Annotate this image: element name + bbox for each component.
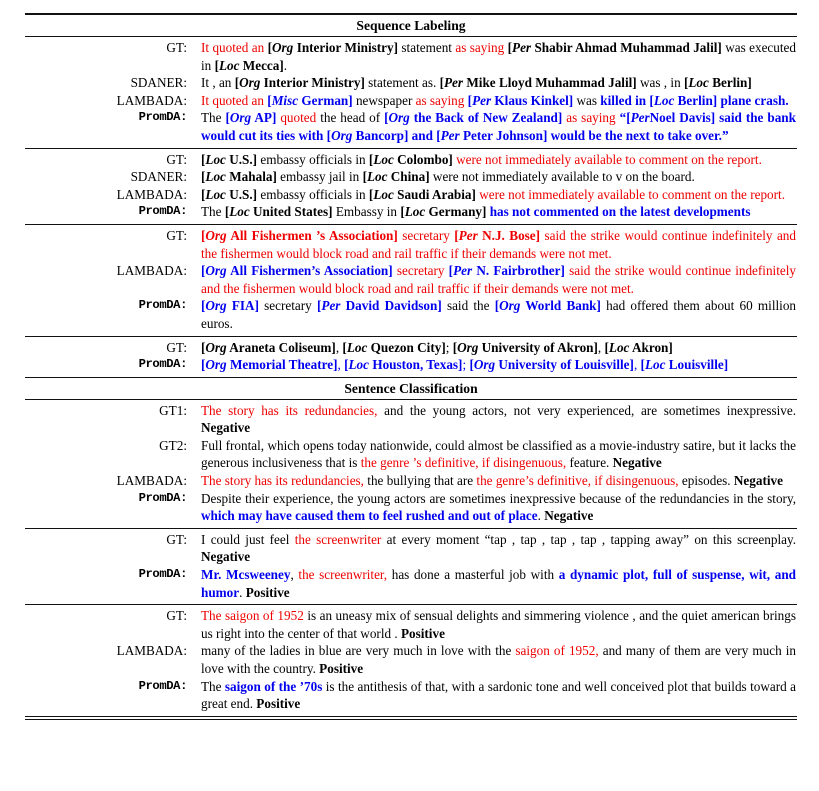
entity-span-per: [Per Shabir Ahmad Muhammad Jalil] xyxy=(507,40,722,55)
entity-span-loc: [Loc United States] xyxy=(224,204,333,220)
text-segment: many of the ladies in blue are very much in love with the xyxy=(201,643,516,659)
example-group xyxy=(25,400,797,528)
example-text xyxy=(201,151,797,169)
text-segment: has not commented on the latest developments xyxy=(486,204,751,220)
table-row xyxy=(25,203,797,221)
text-segment: Despite their experience, the young actors are sometimes inexpressive because of the redundancies in the story, xyxy=(201,490,796,506)
entity-span-org: [Org Araneta Coliseum] xyxy=(201,339,336,355)
example-text xyxy=(201,356,797,374)
model-label: GT: xyxy=(166,339,187,355)
entity-span-loc: [Loc Saudi Arabia] xyxy=(368,186,476,202)
text-segment: was , in xyxy=(636,75,684,91)
entity-span-per: [Per N.J. Bose] xyxy=(454,227,541,243)
table-row xyxy=(25,92,797,110)
text-segment: The xyxy=(201,204,225,220)
table-row xyxy=(25,642,797,677)
text-segment: the genre ’s definitive, if disingenuous, xyxy=(360,455,567,471)
entity-span-org: [Org AP] xyxy=(225,110,277,126)
text-segment: plane crash. xyxy=(717,92,789,108)
text-segment: said the bank would cut its ties with xyxy=(201,110,796,143)
model-label: GT: xyxy=(166,531,187,547)
text-segment: the bullying that are xyxy=(363,473,477,489)
example-text xyxy=(201,402,797,437)
text-segment: ; xyxy=(445,339,453,355)
table-row xyxy=(25,109,797,144)
entity-span-org: [Org All Fishermen ’s Association] xyxy=(201,227,398,243)
text-segment: . xyxy=(283,57,288,73)
text-segment: a dynamic plot, full of suspense, wit, and humor xyxy=(201,567,796,600)
text-segment: ; xyxy=(462,357,470,373)
table-row xyxy=(25,437,797,472)
text-segment: “ xyxy=(619,110,627,126)
entity-span-org: [Org FIA] xyxy=(201,298,259,314)
entity-span-loc: [Loc Quezon City] xyxy=(342,339,446,355)
text-segment: secretary xyxy=(258,298,317,314)
entity-span-per: [Per Klaus Kinkel] xyxy=(467,92,574,108)
text-segment: It quoted an xyxy=(201,40,268,55)
model-label: PromDA: xyxy=(138,298,187,313)
text-segment: secretary xyxy=(397,227,455,243)
model-label: LAMBADA: xyxy=(116,643,187,659)
text-segment: newspaper xyxy=(352,92,416,108)
text-segment: It quoted an xyxy=(201,92,268,108)
text-segment: The xyxy=(201,110,226,126)
table-row xyxy=(25,151,797,169)
entity-span-org: [Org University of Akron] xyxy=(452,339,598,355)
entity-span-loc: [Loc Colombo] xyxy=(368,151,453,167)
entity-span-loc: [Loc Berlin] xyxy=(649,92,718,108)
table-row xyxy=(25,531,797,566)
text-segment: The saigon of 1952 xyxy=(201,608,304,624)
table-row xyxy=(25,402,797,437)
table-row xyxy=(25,186,797,204)
model-label: PromDA: xyxy=(138,357,187,372)
model-label: LAMBADA: xyxy=(116,263,187,279)
table-row xyxy=(25,262,797,297)
entity-span-loc: [Loc China] xyxy=(362,169,430,185)
text-segment: Negative xyxy=(201,420,251,436)
text-segment: the screenwriter, xyxy=(298,567,388,583)
text-segment: The story has its redundancies, xyxy=(201,473,364,489)
table-row xyxy=(25,356,797,374)
text-segment: I could just feel xyxy=(201,531,295,547)
entity-span-loc: [Loc Mecca] xyxy=(214,57,284,73)
model-label: PromDA: xyxy=(138,204,187,219)
text-segment: had offered them about 60 million euros. xyxy=(201,298,797,331)
entity-span-loc: [Loc Berlin] xyxy=(683,75,752,91)
text-segment: the screenwriter xyxy=(294,531,382,547)
text-segment: which may have caused them to feel rushed and out of place xyxy=(201,508,538,524)
text-segment: Positive xyxy=(319,661,364,676)
text-segment: were not immediately available to comment on the report. xyxy=(452,151,762,167)
text-segment: killed in xyxy=(600,92,650,108)
model-label: LAMBADA: xyxy=(116,186,187,202)
text-segment: . xyxy=(537,508,545,524)
section-title: Sequence Labeling xyxy=(356,18,466,33)
text-segment: said the strike would continue indefinitely and the fishermen would block road and rail traffic if their demands were not met. xyxy=(201,227,796,261)
entity-span-org: [Org Interior Ministry] xyxy=(267,40,399,55)
table-row xyxy=(25,472,797,490)
model-label: GT1: xyxy=(159,402,187,418)
text-segment: , xyxy=(597,339,605,355)
text-segment: The xyxy=(201,678,225,694)
table-row xyxy=(25,297,797,332)
example-text xyxy=(201,472,797,490)
entity-span-per: [PerNoel Davis] xyxy=(626,110,716,126)
entity-span-loc: [Loc Akron] xyxy=(604,339,673,355)
text-segment: It , an xyxy=(201,75,235,91)
text-segment: said the strike would continue indefinitely and the fishermen would block road and rail traffic if their demands were not met. xyxy=(201,263,796,296)
table-row xyxy=(25,39,797,74)
example-group xyxy=(25,149,797,224)
example-text xyxy=(201,339,797,357)
model-label: PromDA: xyxy=(138,678,187,693)
text-segment: . xyxy=(239,584,246,600)
example-group xyxy=(25,605,797,716)
text-segment: the head of xyxy=(320,110,385,126)
horizontal-rule xyxy=(25,716,797,720)
example-text xyxy=(201,607,797,642)
results-table xyxy=(25,13,797,720)
entity-span-per: [Per Mike Lloyd Muhammad Jalil] xyxy=(439,75,637,91)
example-group xyxy=(25,529,797,604)
entity-span-org: [Org University of Louisville] xyxy=(469,357,634,373)
example-text xyxy=(201,74,797,92)
text-segment: Full frontal, which opens today nationwide, could almost be classified as a movie-industry satire, but it lacks the generous inclusiveness that is xyxy=(201,437,796,471)
example-group xyxy=(25,37,797,148)
table-row xyxy=(25,566,797,601)
text-segment: , xyxy=(633,357,641,373)
example-group xyxy=(25,225,797,336)
example-text xyxy=(201,186,797,204)
model-label: GT: xyxy=(166,227,187,243)
entity-span-org: [Org Bancorp] xyxy=(326,127,409,143)
example-text xyxy=(201,203,797,221)
example-text xyxy=(201,531,797,566)
text-segment: Embassy in xyxy=(332,204,401,220)
text-segment: would be the next to take over.” xyxy=(547,127,729,143)
entity-span-misc: [Misc German] xyxy=(267,92,353,108)
text-segment: were not immediately available to v on the board. xyxy=(429,169,695,185)
example-text xyxy=(201,437,797,472)
text-segment: has done a masterful job with xyxy=(387,567,559,583)
model-label: GT: xyxy=(166,40,187,55)
text-segment: is the antithesis of that, with a sardonic tone and well conceived plot that builds toward a great end. xyxy=(201,678,796,712)
entity-span-org: [Org World Bank] xyxy=(494,298,601,314)
text-segment: Negative xyxy=(733,473,783,489)
text-segment: as saying xyxy=(415,92,468,108)
text-segment: , xyxy=(337,357,345,373)
text-segment: , xyxy=(290,567,299,583)
text-segment: episodes. xyxy=(678,473,734,489)
model-label: LAMBADA: xyxy=(116,473,187,489)
model-label: GT: xyxy=(166,608,187,624)
text-segment: Positive xyxy=(256,696,301,712)
text-segment: secretary xyxy=(392,263,449,279)
example-text xyxy=(201,678,797,713)
example-text xyxy=(201,490,797,525)
table-row xyxy=(25,678,797,713)
entity-span-loc: [Loc Mahala] xyxy=(201,169,277,185)
text-segment: the genre’s definitive, if disingenuous, xyxy=(476,473,679,489)
example-text xyxy=(201,109,797,144)
model-label: SDANER: xyxy=(130,169,187,185)
text-segment: is an uneasy mix of sensual delights and simmering violence , and the quiet american brings us right into the center of that world . xyxy=(201,608,797,641)
example-group xyxy=(25,337,797,377)
text-segment: were not immediately available to comment on the report. xyxy=(475,186,785,202)
text-segment: and many of them are very much in love with the country. xyxy=(201,643,796,676)
model-label: LAMBADA: xyxy=(116,92,187,108)
entity-span-loc: [Loc Houston, Texas] xyxy=(344,357,463,373)
text-segment: Positive xyxy=(245,584,290,600)
example-text xyxy=(201,92,797,110)
example-text xyxy=(201,227,797,262)
text-segment: saigon of the ’70s xyxy=(224,678,323,694)
entity-span-per: [Per Peter Johnson] xyxy=(436,127,548,143)
text-segment: Mr. Mcsweeney xyxy=(201,567,291,583)
table-row xyxy=(25,607,797,642)
model-label: PromDA: xyxy=(138,567,187,582)
example-text xyxy=(201,642,797,677)
text-segment: feature. xyxy=(566,455,613,471)
example-text xyxy=(201,297,797,332)
entity-span-loc: [Loc Louisville] xyxy=(640,357,729,373)
text-segment: embassy officials in xyxy=(257,151,369,167)
text-segment: was executed in xyxy=(201,40,796,73)
text-segment: Positive xyxy=(400,625,445,641)
example-text xyxy=(201,262,797,297)
entity-span-per: [Per David Davidson] xyxy=(316,298,442,314)
table-row xyxy=(25,227,797,262)
text-segment: was xyxy=(573,92,601,108)
text-segment: and the young actors, not very experienced, are sometimes inexpressive. xyxy=(377,402,796,418)
text-segment: Negative xyxy=(201,549,251,565)
text-segment: at every moment “tap , tap , tap , tap , tapping away” on this screenplay. xyxy=(381,531,796,547)
table-row xyxy=(25,168,797,186)
entity-span-org: [Org Interior Ministry] xyxy=(234,75,365,91)
table-row xyxy=(25,74,797,92)
model-label: SDANER: xyxy=(130,75,187,91)
table-row xyxy=(25,490,797,525)
text-segment: as saying xyxy=(562,110,620,126)
entity-span-org: [Org All Fishermen’s Association] xyxy=(201,263,393,279)
text-segment: said the xyxy=(441,298,495,314)
entity-span-loc: [Loc U.S.] xyxy=(201,186,258,202)
text-segment: , xyxy=(335,339,343,355)
text-segment: saigon of 1952, xyxy=(515,643,599,659)
text-segment: Negative xyxy=(544,508,594,524)
entity-span-loc: [Loc Germany] xyxy=(400,204,487,220)
example-text xyxy=(201,566,797,601)
entity-span-org: [Org Memorial Theatre] xyxy=(201,357,338,373)
text-segment: quoted xyxy=(276,110,321,126)
model-label: PromDA: xyxy=(138,110,187,125)
entity-span-per: [Per N. Fairbrother] xyxy=(448,263,565,279)
text-segment: The story has its redundancies, xyxy=(201,402,378,418)
text-segment: Negative xyxy=(612,455,662,471)
section-title: Sentence Classification xyxy=(344,380,478,396)
entity-span-org: [Org the Back of New Zealand] xyxy=(384,110,563,126)
example-text xyxy=(201,39,797,74)
example-text xyxy=(201,168,797,186)
text-segment: and xyxy=(408,127,437,143)
table-row xyxy=(25,339,797,357)
model-label: PromDA: xyxy=(138,490,187,505)
text-segment: statement xyxy=(398,40,456,55)
entity-span-loc: [Loc U.S.] xyxy=(201,151,258,167)
text-segment: embassy jail in xyxy=(276,169,363,185)
text-segment: statement as. xyxy=(364,75,440,91)
model-label: GT2: xyxy=(159,437,187,453)
text-segment: embassy officials in xyxy=(257,186,369,202)
model-label: GT: xyxy=(166,151,187,167)
text-segment: as saying xyxy=(455,40,508,55)
